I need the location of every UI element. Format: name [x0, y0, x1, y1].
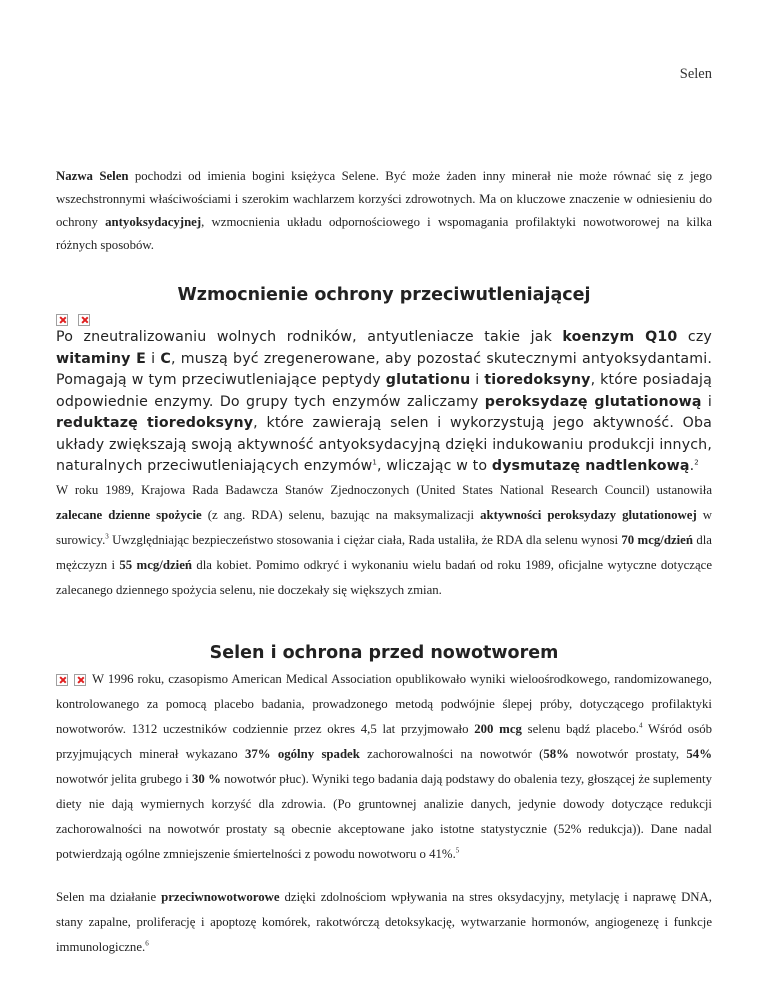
bold-overall-decrease: 37% ogólny spadek — [244, 746, 360, 761]
section-heading-antioxidant: Wzmocnienie ochrony przeciwutleniającej — [177, 285, 591, 305]
running-header: Selen — [679, 66, 712, 82]
text: dla mężczyzn i — [56, 532, 712, 572]
rda-paragraph — [56, 478, 712, 603]
broken-image-icon — [78, 314, 90, 326]
broken-images-row — [56, 311, 712, 327]
document-body — [56, 165, 712, 960]
text: i — [701, 393, 712, 410]
section-heading-cancer: Selen i ochrona przed nowotworem — [209, 642, 559, 663]
text: nowotwór prostaty, — [568, 746, 687, 761]
bold-rda-women: 55 mcg/dzień — [119, 557, 192, 572]
bold-anticancer: przeciwnowotworowe — [161, 889, 280, 904]
text: (z ang. RDA) selenu, bazując na maksymalizacji — [201, 507, 481, 522]
text: Wśród osób przyjmujących minerał wykazano — [56, 721, 712, 761]
paragraph-gap — [56, 867, 712, 885]
broken-image-icon — [56, 674, 68, 686]
text: nowotwór jelita grubego i — [56, 771, 193, 786]
text: dzięki zdolnościom wpływania na stres oksydacyjny, metylację i naprawę DNA, stany zapalne, proliferację i apoptozę komórek, rakotwórczą detoksykację, wytwarzanie hormonów, angiogenezę i funkcje immunologiczne. — [56, 889, 712, 954]
bold-coq10: koenzym Q10 — [562, 329, 678, 345]
text: selenu bądź placebo. — [521, 721, 639, 736]
intro-paragraph — [56, 165, 712, 257]
text: Uwzględniając bezpieczeństwo stosowania i ciężar ciała, Rada ustaliła, że RDA dla selenu wynosi — [108, 532, 622, 547]
footnote-ref: 1 — [372, 458, 378, 467]
text: zachorowalności na nowotwór ( — [359, 746, 544, 761]
bold-lung: 30 % — [192, 771, 221, 786]
footnote-ref: 6 — [145, 939, 149, 948]
text: , muszą być zregenerowane, aby pozostać skutecznymi antyoksydantami. Pomagają w tym przeciwutleniające peptydy — [56, 350, 712, 388]
bold-vitamin-c: C — [160, 350, 171, 367]
text: Selen ma działanie — [56, 889, 162, 904]
text: W roku 1989, Krajowa Rada Badawcza Stanów Zjednoczonych (United States National Research Council) ustanowiła — [56, 482, 712, 497]
bold-glutathione: glutationu — [385, 372, 471, 388]
text: czy — [677, 329, 712, 345]
anticancer-paragraph — [56, 885, 712, 960]
footnote-ref: 2 — [694, 458, 699, 467]
bold-glutathione-peroxidase: peroksydazę glutationową — [484, 393, 702, 410]
intro-text: pochodzi od imienia bogini księżyca Selene. Być może żaden inny minerał nie może równać się z jego wszechstronnymi właściwościami i szerokim wachlarzem korzyści zdrowotnych. Ma on kluczowe znaczenie w odniesieniu do ochrony — [56, 169, 713, 229]
text: i — [145, 350, 161, 367]
cancer-study-paragraph — [56, 667, 712, 867]
footnote-ref: 3 — [105, 532, 109, 541]
bold-thioredoxin-reductase: reduktazę tioredoksyny — [56, 415, 254, 431]
bold-gpx-activity: aktywności peroksydazy glutationowej — [480, 507, 697, 522]
bold-dose: 200 mcg — [474, 721, 522, 736]
text: , wliczając w to — [377, 458, 492, 474]
bold-vitamin-e: witaminy E — [56, 350, 146, 367]
antioxidant-paragraph — [56, 327, 712, 478]
text: i — [470, 372, 485, 388]
bold-thioredoxin: tioredoksyny — [484, 372, 591, 388]
text: w surowicy. — [56, 507, 712, 547]
intro-text-end: , wzmocnienia układu odpornościowego i wspomagania profilaktyki nowotworowej na kilka różnych sposobów. — [56, 215, 712, 252]
text: Po zneutralizowaniu wolnych rodników, antyutleniacze takie jak — [56, 329, 563, 345]
footnote-ref: 5 — [455, 846, 460, 855]
text: , które posiadają odpowiednie enzymy. Do grupy tych enzymów zaliczamy — [56, 372, 712, 410]
intro-bold-name: Nazwa Selen — [56, 169, 129, 183]
bold-superoxide-dismutase: dysmutazę nadtlenkową — [491, 458, 690, 474]
broken-image-icon — [56, 314, 68, 326]
text: . — [689, 458, 695, 474]
text: dla kobiet. Pomimo odkryć i wykonaniu wielu badań od roku 1989, oficjalne wytyczne dotyczące zalecanego dziennego spożycia selenu, nie doczekały się większych zmian. — [56, 557, 712, 597]
text: W 1996 roku, czasopismo American Medical Association opublikowało wyniki wieloośrodkowego, randomizowanego, kontrolowanego za pomocą placebo badania, prowadzonego metodą podwójnie ślepej próby, dotyczącego profilaktyki nowotworów. 1312 uczestników codziennie przez okres 4,5 lat przyjmowało — [56, 671, 712, 736]
bold-rda: zalecane dzienne spożycie — [56, 507, 202, 522]
bold-prostate: 58% — [543, 746, 569, 761]
text: , które zawierają selen i wykorzystują jego aktywność. Oba układy zwiększają swoją aktywność antyoksydacyjną dzięki indukowaniu produkcji innych, naturalnych przeciwutleniających enzymów — [56, 415, 712, 474]
intro-bold-antioxidant: antyoksydacyjnej — [105, 215, 202, 229]
footnote-ref: 4 — [638, 721, 643, 730]
text: nowotwór płuc). Wyniki tego badania dają podstawy do obalenia tezy, głoszącej że suplementy diety nie dają wymiernych korzyść dla zdrowia. (Po gruntownej analizie danych, jedynie dowody dotyczące redukcji zachorowalności na nowotwór prostaty są obecnie akceptowane jako istotne statystycznie (52% redukcja)). Dane nadal potwierdzają ogólne zmniejszenie śmiertelności z powodu nowotworu o 41%. — [56, 771, 713, 861]
broken-image-icon — [74, 674, 86, 686]
bold-rda-men: 70 mcg/dzień — [621, 532, 693, 547]
bold-colon: 54% — [686, 746, 712, 761]
